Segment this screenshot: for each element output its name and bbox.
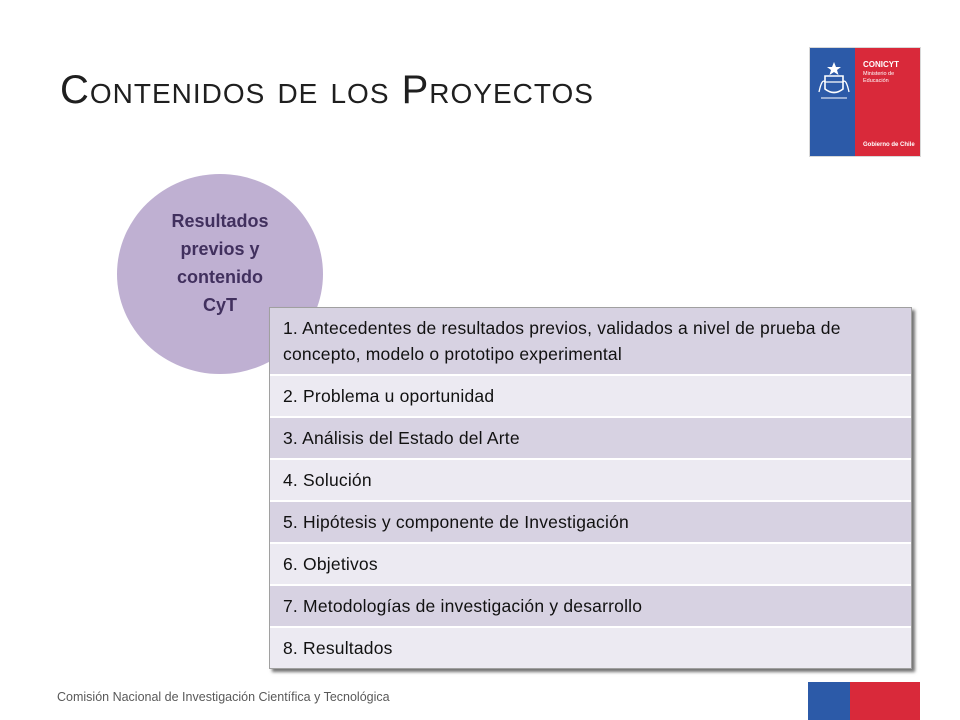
- table-row-4: 4. Solución: [270, 458, 911, 500]
- logo-name: CONICYT: [863, 60, 899, 69]
- table-row-8: 8. Resultados: [270, 626, 911, 668]
- table-row-6: 6. Objetivos: [270, 542, 911, 584]
- contents-table: [269, 307, 912, 669]
- table-row-3: 3. Análisis del Estado del Arte: [270, 416, 911, 458]
- logo-government: Gobierno de Chile: [863, 142, 915, 148]
- topic-circle-label: Resultados previos y contenido CyT: [171, 211, 269, 315]
- table-row-1: 1. Antecedentes de resultados previos, validados a nivel de prueba de concepto, modelo o prototipo experimental: [270, 308, 911, 374]
- table-row-2: 2. Problema u oportunidad: [270, 374, 911, 416]
- slide-title: Contenidos de los Proyectos: [60, 68, 594, 112]
- logo-blue-panel: [810, 48, 855, 156]
- table-row-7: 7. Metodologías de investigación y desarrollo: [270, 584, 911, 626]
- corner-flag-blue: [808, 682, 850, 720]
- corner-flag-decoration: [808, 682, 920, 720]
- conicyt-logo: [810, 48, 920, 156]
- logo-red-panel: [855, 48, 920, 156]
- corner-flag-red: [850, 682, 920, 720]
- table-row-5: 5. Hipótesis y componente de Investigación: [270, 500, 911, 542]
- logo-ministry: Ministerio de Educación: [863, 71, 895, 84]
- chile-coat-of-arms-icon: [816, 56, 852, 106]
- footer-text: Comisión Nacional de Investigación Científica y Tecnológica: [57, 690, 390, 704]
